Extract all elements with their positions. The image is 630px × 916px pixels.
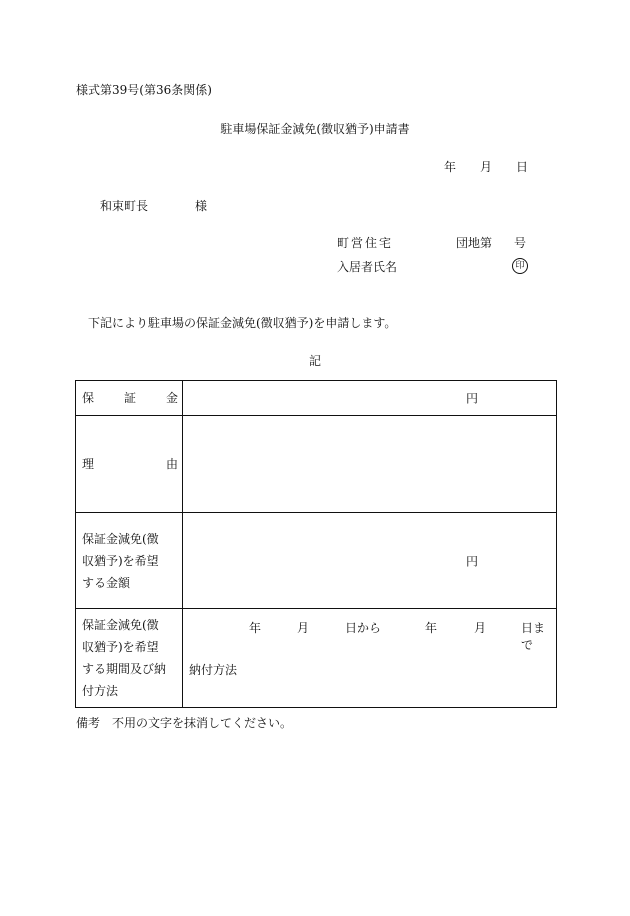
ki-heading: 記 (308, 354, 321, 368)
amount-value-cell[interactable] (183, 513, 557, 609)
table-row-reason (76, 416, 557, 513)
deposit-label: 保 証 金 (76, 381, 183, 416)
deposit-value-cell[interactable] (183, 381, 557, 416)
application-table (75, 380, 557, 708)
addressee-honorific: 様 (195, 199, 208, 213)
table-row-amount (76, 513, 557, 609)
period-year-until: 年 (425, 621, 438, 635)
reason-label: 理 由 (76, 416, 183, 513)
date-month: 月 (480, 160, 493, 174)
period-line (183, 619, 556, 652)
number-label: 号 (514, 236, 527, 250)
document-title: 駐車場保証金減免(徴収猶予)申請書 (220, 122, 410, 136)
period-day-from: 日から (345, 621, 382, 635)
table-row-deposit (76, 381, 557, 416)
period-month-until: 月 (474, 621, 487, 635)
addressee-name: 和束町長 (100, 199, 149, 213)
amount-label: 保証金減免(徴 収猶予)を希望 する金額 (76, 513, 183, 609)
period-value-cell[interactable] (183, 609, 557, 708)
reason-value-cell[interactable] (183, 416, 557, 513)
table-row-period (76, 609, 557, 708)
date-year: 年 (444, 160, 457, 174)
intro-text: 下記により駐車場の保証金減免(徴収猶予)を申請します。 (88, 316, 397, 330)
period-year-from: 年 (249, 621, 262, 635)
block-label: 団地第 (456, 236, 493, 250)
period-month-from: 月 (297, 621, 310, 635)
remarks-note: 備考 不用の文字を抹消してください。 (76, 716, 293, 730)
payment-method-label: 納付方法 (189, 663, 238, 677)
period-day-until: 日まで (521, 621, 546, 652)
resident-name-label: 入居者氏名 (337, 260, 398, 274)
address-label: 町営住宅 (337, 236, 394, 250)
form-number: 様式第39号(第36条関係) (76, 83, 212, 97)
amount-yen-unit: 円 (465, 554, 478, 568)
deposit-yen-unit: 円 (465, 391, 478, 406)
period-label: 保証金減免(徴 収猶予)を希望 する期間及び納 付方法 (76, 609, 183, 708)
seal-mark: 印 (512, 258, 528, 274)
date-day: 日 (516, 160, 529, 174)
